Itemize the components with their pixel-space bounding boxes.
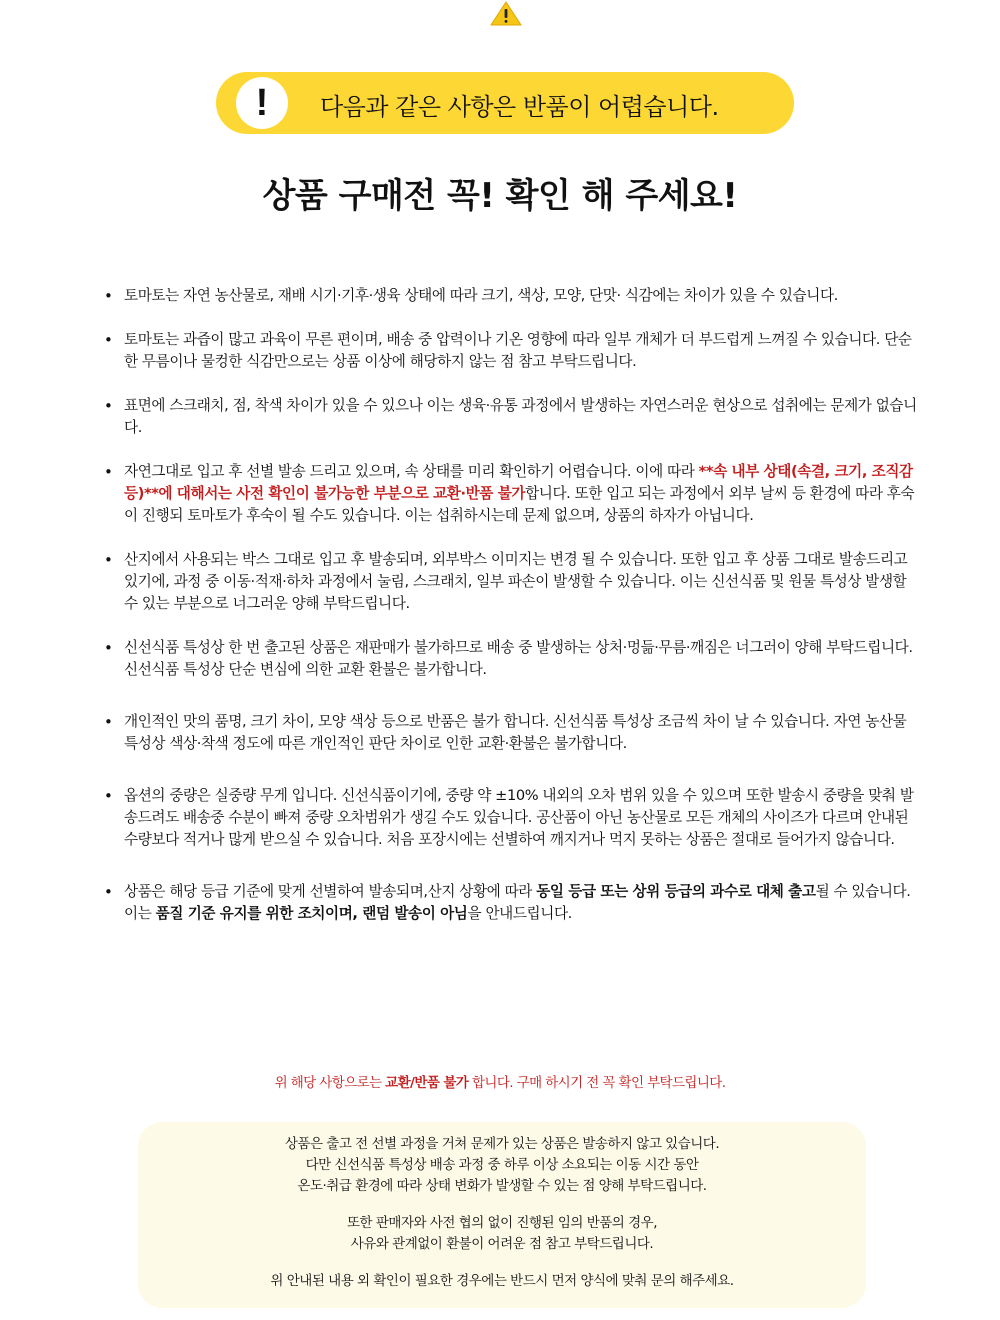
banner-text: 다음과 같은 사항은 반품이 어렵습니다. — [320, 93, 719, 121]
notice-list — [100, 285, 920, 925]
emphasis-text: 교환/반품 불가 — [385, 1075, 469, 1091]
notice-item: • 토마토는 자연 농산물로, 재배 시기·기후·생육 상태에 따라 크기, 색상, 모양, 단맛· 식감에는 차이가 있을 수 있습니다. — [100, 285, 920, 307]
notice-item: • 자연그대로 입고 후 선별 발송 드리고 있으며, 속 상태를 미리 확인하기 어렵습니다. 이에 따라 **속 내부 상태(속결, 크기, 조직감 등)**에 대해서는 사전 확인이 불가능한 부분으로 교환·반품 불가합니다. 또한 입고 되는 과정에서 외부 날씨 등 환경에 따라 후숙이 진행되 토마토가 후숙이 될 수도 있습니다. 이는 섭취하시는데 문제 없으며, 상품의 하자가 아닙니다. — [100, 461, 920, 527]
info-box — [138, 1122, 866, 1308]
notice-item: • 토마토는 과즙이 많고 과육이 무른 편이며, 배송 중 압력이나 기온 영향에 따라 일부 개체가 더 부드럽게 느껴질 수 있습니다. 단순한 무름이나 물컹한 식감만으로는 상품 이상에 해당하지 않는 점 참고 부탁드립니다. — [100, 329, 920, 373]
notice-item: • 옵션의 중량은 실중량 무게 입니다. 신선식품이기에, 중량 약 ±10% 내외의 오차 범위 있을 수 있으며 또한 발송시 중량을 맞춰 발송드려도 배송중 수분이 빠져 중량 오차범위가 생길 수도 있습니다. 공산품이 아닌 농산물로 모든 개체의 사이즈가 다르며 안내된 수량보다 적거나 많게 받으실 수 있습니다. 처음 포장시에는 선별하여 깨지거나 먹지 못하는 상품은 절대로 들어가지 않습니다. — [100, 785, 920, 851]
notice-item: • 산지에서 사용되는 박스 그대로 입고 후 발송되며, 외부박스 이미지는 변경 될 수 있습니다. 또한 입고 후 상품 그대로 발송드리고 있기에, 과정 중 이동·적재·하차 과정에서 눌림, 스크래치, 일부 파손이 발생할 수 있습니다. 이는 신선식품 및 원물 특성상 발생할 수 있는 부분으로 너그러운 양해 부탁드립니다. — [100, 549, 920, 615]
notice-item: • 상품은 해당 등급 기준에 맞게 선별하여 발송되며,산지 상황에 따라 동일 등급 또는 상위 등급의 과수로 대체 출고될 수 있습니다. 이는 품질 기준 유지를 위한 조치이며, 랜덤 발송이 아님을 안내드립니다. — [100, 881, 920, 925]
notice-item: • 신선식품 특성상 한 번 출고된 상품은 재판매가 불가하므로 배송 중 발생하는 상처·멍듦·무름·깨짐은 너그러이 양해 부탁드립니다. 신선식품 특성상 단순 변심에 의한 교환 환불은 불가합니다. — [100, 637, 920, 681]
emphasis-text: 동일 등급 또는 상위 등급의 과수로 대체 출고 — [536, 883, 816, 900]
emphasis-text: **속 내부 상태(속결, 크기, 조직감 등)**에 대해서는 사전 확인이 불가능한 부분으로 교환·반품 불가 — [124, 463, 913, 502]
exclamation-icon: ! — [236, 77, 288, 129]
notice-item: • 표면에 스크래치, 점, 착색 차이가 있을 수 있으나 이는 생육·유통 과정에서 발생하는 자연스러운 현상으로 섭취에는 문제가 없습니다. — [100, 395, 920, 439]
info-box-text: 상품은 출고 전 선별 과정을 거쳐 문제가 있는 상품은 발송하지 않고 있습니다. 다만 신선식품 특성상 배송 과정 중 하루 이상 소요되는 이동 시간 동안 온도·취급 환경에 따라 상태 변화가 발생할 수 있는 점 양해 부탁드립니다. 또한 판매자와 사전 협의 없이 진행된 임의 반품의 경우, 사유와 관계없이 환불이 어려운 점 참고 부탁드립니다. 위 안내된 내용 외 확인이 필요한 경우에는 반드시 먼저 양식에 맞춰 문의 해주세요. — [270, 1136, 734, 1289]
warning-triangle-icon — [489, 0, 523, 26]
warning-banner — [216, 72, 794, 134]
return-policy-notice: 위 해당 사항으로는 교환/반품 불가 합니다. 구매 하시기 전 꼭 확인 부탁드립니다. — [274, 1075, 726, 1091]
page-title: 상품 구매전 꼭! 확인 해 주세요! — [262, 176, 738, 216]
notice-item: • 개인적인 맛의 품명, 크기 차이, 모양 색상 등으로 반품은 불가 합니다. 신선식품 특성상 조금씩 차이 날 수 있습니다. 자연 농산물 특성상 색상·착색 정도에 따른 개인적인 판단 차이로 인한 교환·환불은 불가합니다. — [100, 711, 920, 755]
emphasis-text: 품질 기준 유지를 위한 조치이며, 랜덤 발송이 아님 — [155, 905, 468, 922]
